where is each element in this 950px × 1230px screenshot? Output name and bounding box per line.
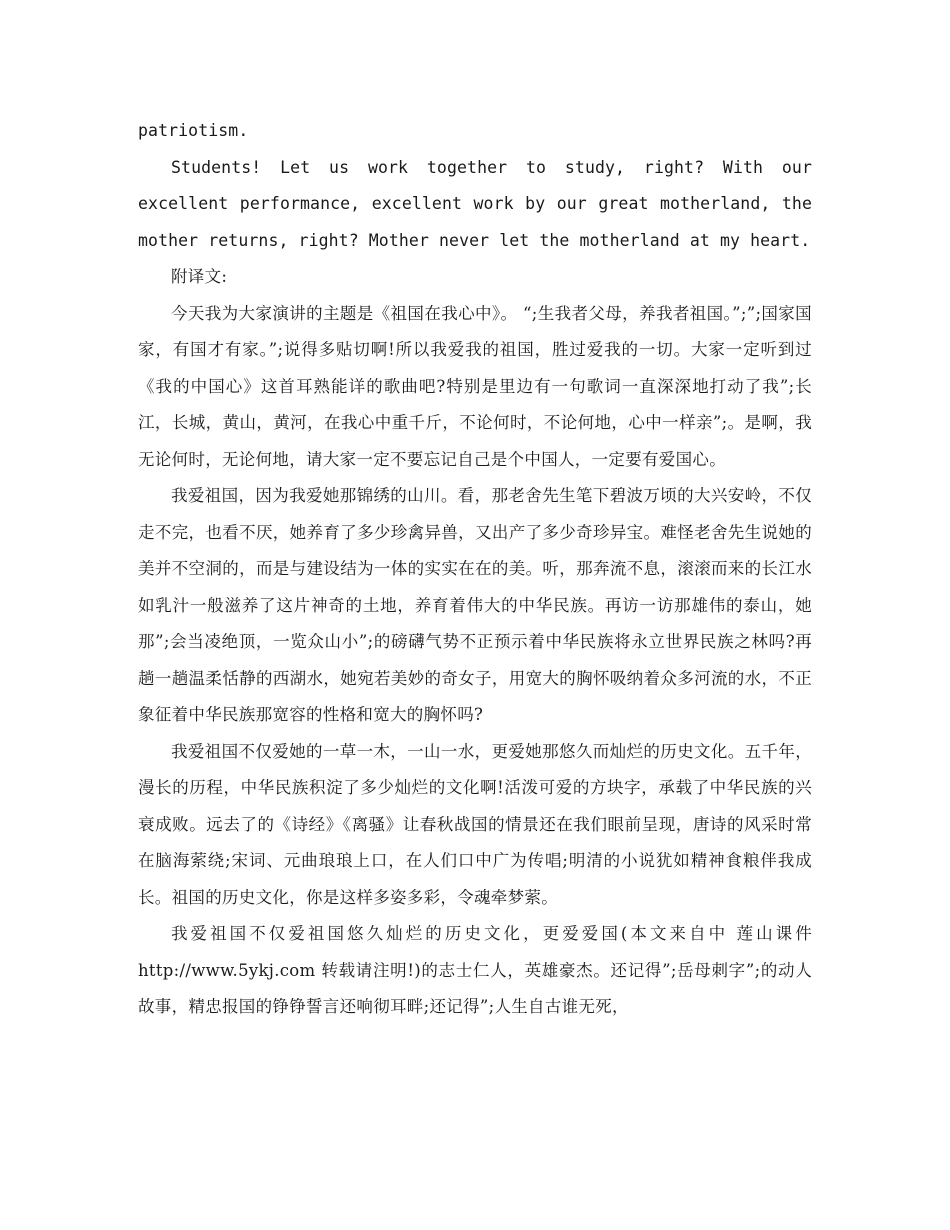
paragraph-intro: 今天我为大家演讲的主题是《祖国在我心中》。 “;生我者父母，养我者祖国。”;”;国家国家，有国才有家。”;说得多贴切啊!所以我爱我的祖国，胜过爱我的一切。大家一定听到过《我的中国心》这首耳熟能详的歌曲吧?特别是里边有一句歌词一直深深地打动了我”;长江，长城，黄山，黄河，在我心中重千斤，不论何时，不论何地，心中一样亲”;。是啊，我无论何时，无论何地，请大家一定不要忘记自己是个中国人，一定要有爱国心。 [138,303,812,469]
paragraph-culture: 我爱祖国不仅爱她的一草一木，一山一水，更爱她那悠久而灿烂的历史文化。五千年，漫长的历程，中华民族积淀了多少灿烂的文化啊!活泼可爱的方块字，承载了中华民族的兴衰成败。远去了的《诗经》《离骚》让春秋战国的情景还在我们眼前呈现，唐诗的风采时常在脑海萦绕;宋词、元曲琅琅上口，在人们口中广为传唱;明清的小说犹如精神食粮伴我成长。祖国的历史文化，你是这样多姿多彩，令魂牵梦萦。 [138,741,812,907]
paragraph-continuation: patriotism. [138,121,249,140]
paragraph-landscape: 我爱祖国，因为我爱她那锦绣的山川。看，那老舍先生笔下碧波万顷的大兴安岭，不仅走不完，也看不厌，她养育了多少珍禽异兽，又出产了多少奇珍异宝。难怪老舍先生说她的美并不空洞的，而是与建设结为一体的实实在在的美。听，那奔流不息，滚滚而来的长江水如乳汁一般滋养了这片神奇的土地，养育着伟大的中华民族。再访一访那雄伟的泰山，她那”;会当凌绝顶，一览众山小”;的磅礴气势不正预示着中华民族将永立世界民族之林吗?再趟一趟温柔恬静的西湖水，她宛若美妙的奇女子，用宽大的胸怀吸纳着众多河流的水，不正象征着中华民族那宽容的性格和宽大的胸怀吗? [138,486,812,724]
paragraph-english-closing: Students! Let us work together to study, right? With our excellent performance, excellent work by our great motherland, the mother returns, right? Mother never let the motherland at my heart. [138,157,812,250]
document-body [138,113,812,1026]
translation-heading: 附译文: [171,267,228,286]
paragraph-heroes: 我爱祖国不仅爱祖国悠久灿烂的历史文化，更爱爱国(本文来自中 莲山课件 http://www.5ykj.com 转载请注明!)的志士仁人，英雄豪杰。还记得”;岳母刺字”;的动人故事，精忠报国的铮铮誓言还响彻耳畔;还记得”;人生自古谁无死， [138,924,812,1016]
